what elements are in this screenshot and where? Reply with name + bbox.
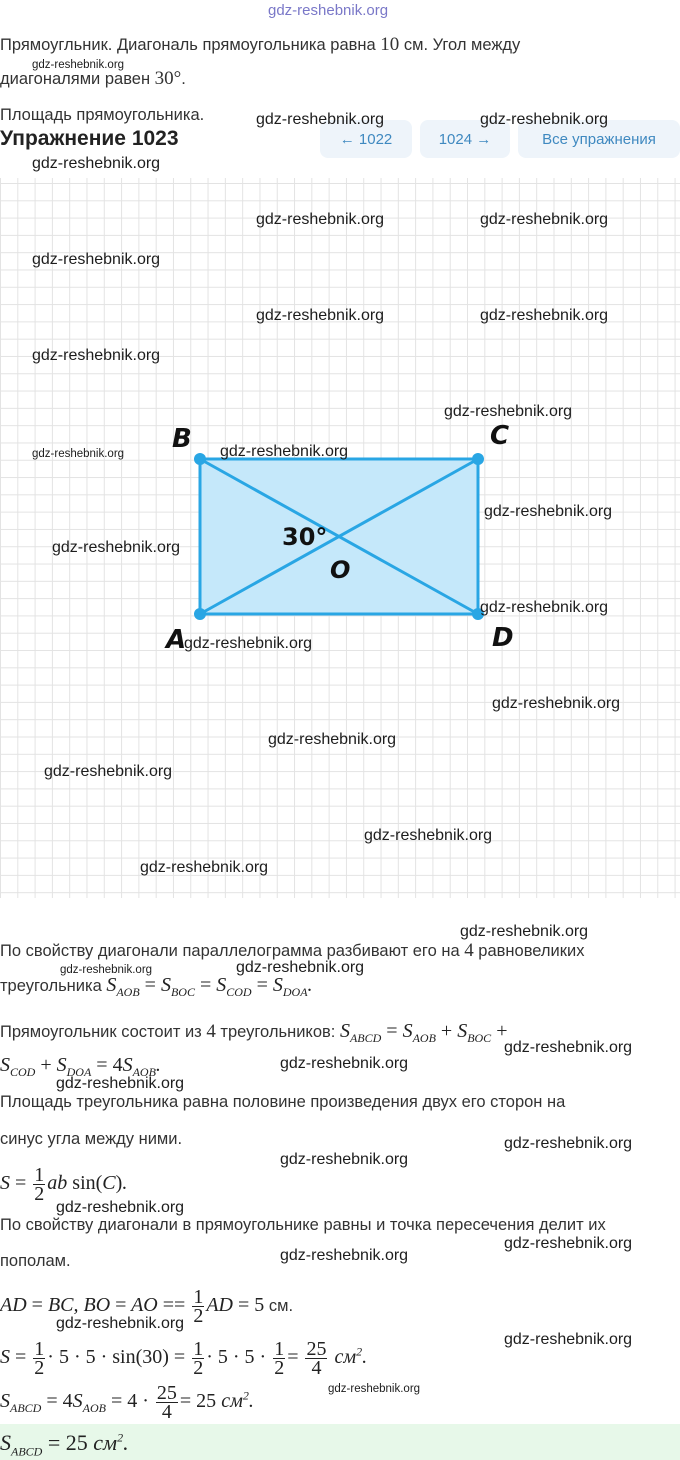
watermark: gdz-reshebnik.org [268,731,397,748]
watermark: gdz-reshebnik.org [220,443,349,460]
watermark: gdz-reshebnik.org [184,635,313,652]
watermark: gdz-reshebnik.org [32,347,161,364]
watermark: gdz-reshebnik.org [492,695,621,712]
watermark-top: gdz-reshebnik.org [268,2,389,19]
watermark: gdz-reshebnik.org [256,111,385,128]
solution-eq1: AD = BC, BO = AO == $\frac{1}{2}$ AD = 5 см. [0,1286,294,1327]
vertex-b-dot [194,453,206,465]
watermark: gdz-reshebnik.org [460,923,589,940]
problem-line-3: Площадь прямоугольника. [0,106,205,124]
answer-formula: $S_{ABCD} = 25$ $см^2$. [0,1430,129,1459]
diagonal-value: 10 [380,34,400,55]
p2-formula-part2: $S_{COD} + S_{DOA} = 4S_{AOB}$. [0,1054,161,1079]
vertex-label-b: B [172,424,192,454]
solution-p3-formula: S = $\frac{1}{2}$ ab sin(C). [0,1164,128,1205]
watermark: gdz-reshebnik.org [504,1039,633,1056]
solution-p3-line2: синус угла между ними. [0,1130,183,1148]
problem-text-2-end: . [181,70,186,88]
watermark: gdz-reshebnik.org [32,59,125,71]
prev-exercise-button[interactable]: ← 1022 [320,120,412,158]
watermark: gdz-reshebnik.org [280,1151,409,1168]
problem-text-1-end: см. Угол между [399,36,521,54]
solution-eq3: $S_{ABCD} = 4S_{AOB} = 4$ · $\frac{25}{4}$ = 25 $см^2$. [0,1382,254,1423]
watermark: gdz-reshebnik.org [56,1199,185,1216]
watermark: gdz-reshebnik.org [32,251,161,268]
watermark: gdz-reshebnik.org [280,1247,409,1264]
watermark: gdz-reshebnik.org [56,1315,185,1332]
solution-p4-line2: пополам. [0,1252,71,1270]
problem-text-1: Прямоугльник. Диагональ прямоугольника равна [0,36,381,54]
watermark: gdz-reshebnik.org [256,307,385,324]
solution-p2-line1 [0,1020,507,1046]
next-exercise-button[interactable]: 1024 → [420,120,510,158]
solution-p4-line1: По свойству диагонали в прямоугольнике равны и точка пересечения делит их [0,1216,606,1234]
watermark: gdz-reshebnik.org [480,307,609,324]
p1-text-c: треугольника [0,977,107,995]
watermark: gdz-reshebnik.org [256,211,385,228]
solution-p1-line2 [0,974,313,1000]
watermark: gdz-reshebnik.org [504,1331,633,1348]
vertex-a-dot [194,608,206,620]
watermark: gdz-reshebnik.org [504,1235,633,1252]
watermark: gdz-reshebnik.org [140,859,269,876]
p2-text: Прямоугольник состоит из [0,1023,207,1041]
watermark: gdz-reshebnik.org [32,448,125,460]
watermark: gdz-reshebnik.org [44,763,173,780]
watermark: gdz-reshebnik.org [52,539,181,556]
watermark: gdz-reshebnik.org [364,827,493,844]
watermark: gdz-reshebnik.org [280,1055,409,1072]
watermark: gdz-reshebnik.org [480,111,609,128]
all-exercises-button[interactable]: Все упражнения [518,120,680,158]
watermark: gdz-reshebnik.org [236,959,365,976]
solution-eq2: S = $\frac{1}{2}$ · 5 · 5 · sin(30) = $\frac{1}{2}$ · 5 · 5 · $\frac{1}{2}$ = $\frac{25}{4}$ $см^2$. [0,1338,368,1379]
vertex-c-dot [472,453,484,465]
p1-text-b: равновеликих [473,942,585,960]
watermark: gdz-reshebnik.org [60,964,153,976]
watermark: gdz-reshebnik.org [328,1383,421,1395]
p2-text-b: треугольников: [215,1023,340,1041]
vertex-label-a: A [166,625,187,655]
solution-p3-line1: Площадь треугольника равна половине произведения двух его сторон на [0,1093,566,1111]
p2-formula-part1: $S_{ABCD} = S_{AOB} + S_{BOC}$ + [339,1020,508,1045]
center-label-o: O [330,556,351,584]
p2-num: 4 [206,1021,216,1042]
exercise-title: Упражнение 1023 [0,127,179,150]
watermark: gdz-reshebnik.org [480,211,609,228]
watermark: gdz-reshebnik.org [484,503,613,520]
watermark: gdz-reshebnik.org [480,599,609,616]
angle-value: 30° [154,68,182,89]
watermark: gdz-reshebnik.org [504,1135,633,1152]
p1-text-a: По свойству диагонали параллелограмма разбивают его на [0,942,465,960]
p1-num: 4 [464,940,474,961]
vertex-label-c: C [490,421,510,451]
watermark: gdz-reshebnik.org [32,155,161,172]
vertex-label-d: D [492,623,514,653]
watermark: gdz-reshebnik.org [56,1075,185,1092]
angle-label: 30° [282,523,328,551]
problem-text-2: диагоналями равен [0,70,155,88]
p1-formula: $S_{AOB} = S_{BOC} = S_{COD} = S_{DOA}$. [106,974,313,999]
watermark: gdz-reshebnik.org [444,403,573,420]
